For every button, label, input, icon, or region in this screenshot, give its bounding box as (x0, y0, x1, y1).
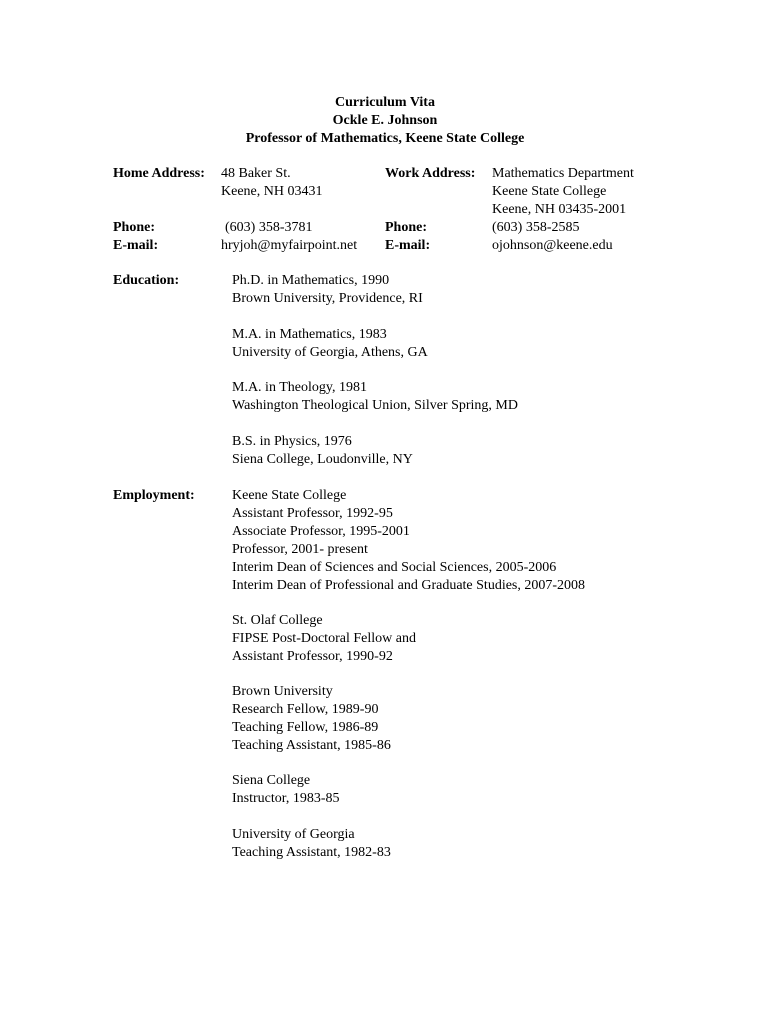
education-label: Education: (113, 273, 180, 288)
degree: M.A. in Theology, 1981 (232, 380, 367, 395)
employment-entry (232, 487, 585, 595)
work-address-label: Work Address: (385, 166, 476, 181)
employer: Siena College (232, 773, 311, 788)
institution: Washington Theological Union, Silver Spring, MD (232, 398, 518, 413)
work-address (492, 165, 634, 255)
role: Teaching Fellow, 1986-89 (232, 720, 379, 735)
work-phone: (603) 358-2585 (492, 220, 580, 235)
role: FIPSE Post-Doctoral Fellow and (232, 631, 416, 646)
work-address-line: Mathematics Department (492, 166, 634, 181)
home-email: hryjoh@myfairpoint.net (221, 238, 358, 253)
work-email: ojohnson@keene.edu (492, 238, 613, 253)
education-entry (232, 272, 423, 308)
role: Instructor, 1983-85 (232, 791, 340, 806)
employment-entry (232, 826, 391, 862)
role: Professor, 2001- present (232, 542, 368, 557)
employer: Keene State College (232, 488, 347, 503)
role: Teaching Assistant, 1985-86 (232, 738, 391, 753)
degree: Ph.D. in Mathematics, 1990 (232, 273, 390, 288)
role: Interim Dean of Sciences and Social Sciences, 2005-2006 (232, 560, 557, 575)
home-phone-label: Phone: (113, 220, 155, 235)
work-phone-label: Phone: (385, 220, 427, 235)
employment-entry (232, 612, 416, 666)
author-position: Professor of Mathematics, Keene State College (245, 131, 525, 146)
employer: Brown University (232, 684, 333, 699)
employment-label: Employment: (113, 488, 195, 503)
role: Interim Dean of Professional and Graduate Studies, 2007-2008 (232, 578, 586, 593)
degree: B.S. in Physics, 1976 (232, 434, 352, 449)
home-address-label: Home Address: (113, 166, 205, 181)
education-entry (232, 326, 428, 362)
role: Assistant Professor, 1992-95 (232, 506, 393, 521)
work-address-line: Keene State College (492, 184, 607, 199)
home-phone: (603) 358-3781 (225, 220, 313, 235)
education-entry (232, 379, 518, 415)
education-entry (232, 433, 413, 469)
work-email-label: E-mail: (385, 238, 431, 253)
role: Assistant Professor, 1990-92 (232, 649, 393, 664)
work-address-line: Keene, NH 03435-2001 (492, 202, 627, 217)
home-address-line: Keene, NH 03431 (221, 184, 323, 199)
home-address (221, 165, 322, 201)
role: Teaching Assistant, 1982-83 (232, 845, 391, 860)
institution: University of Georgia, Athens, GA (232, 345, 428, 360)
home-email-label: E-mail: (113, 238, 159, 253)
role: Research Fellow, 1989-90 (232, 702, 379, 717)
institution: Siena College, Loudonville, NY (232, 452, 413, 467)
author-name: Ockle E. Johnson (332, 113, 438, 128)
document-title: Curriculum Vita (335, 95, 435, 110)
home-address-line: 48 Baker St. (221, 166, 291, 181)
employment-entry (232, 683, 391, 755)
institution: Brown University, Providence, RI (232, 291, 423, 306)
employment-entry (232, 772, 340, 808)
employer: St. Olaf College (232, 613, 323, 628)
degree: M.A. in Mathematics, 1983 (232, 327, 387, 342)
employer: University of Georgia (232, 827, 355, 842)
role: Associate Professor, 1995-2001 (232, 524, 410, 539)
